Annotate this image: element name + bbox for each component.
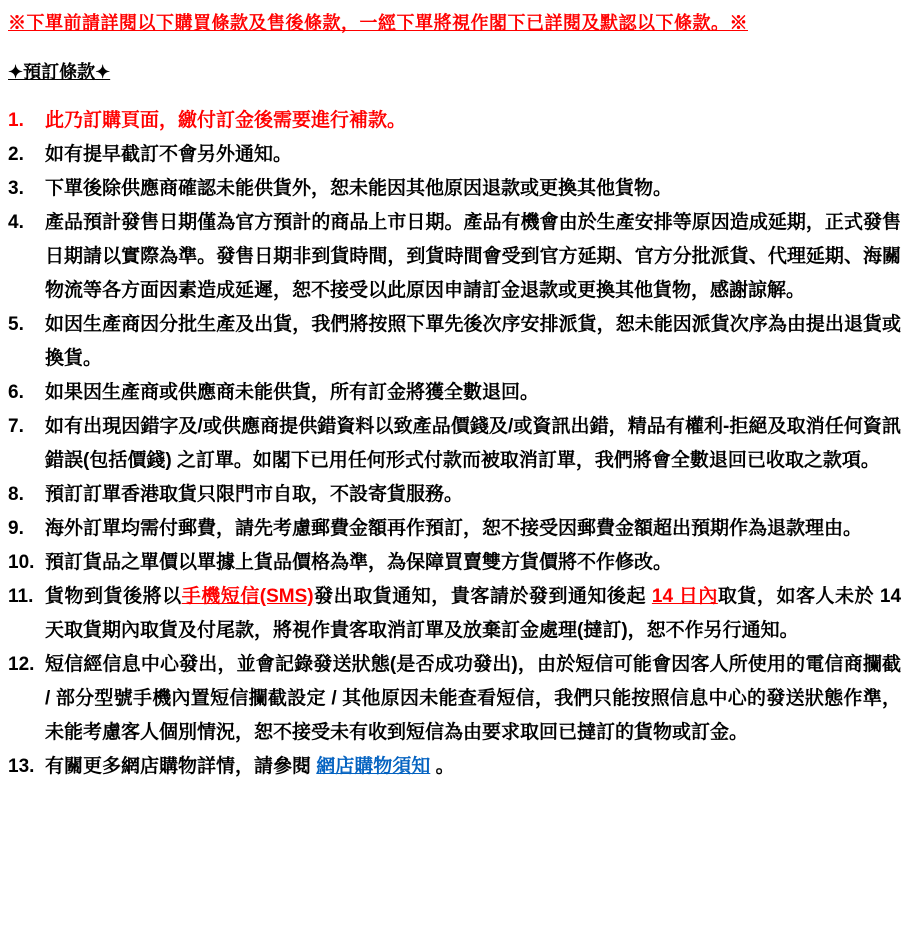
term-item-text [45,750,901,784]
term-item-text [45,410,901,478]
text-segment: 下單後除供應商確認未能供貨外，恕未能因其他原因退款或更換其他貨物。 [45,178,673,199]
term-item-11 [8,580,901,648]
term-item-number: 2. [8,144,24,165]
text-segment: 。 [430,756,455,777]
text-segment: 取貨，如客人未於 14 天取貨期內取貨及付尾款，將視作貴客取消訂單及放棄訂金處理(撻訂)，恕不作另行通知。 [45,586,902,641]
section-header: ✦預訂條款✦ [8,62,111,82]
term-item-number: 13. [8,756,35,777]
text-segment: 產品預計發售日期僅為官方預計的商品上市日期。產品有機會由於生產安排等原因造成延期，正式發售日期請以實際為準。發售日期非到貨時間，到貨時間會受到官方延期、官方分批派貨、代理延期、海關物流等各方面因素造成延遲，恕不接受以此原因申請訂金退款或更換其他貨物，感謝諒解。 [45,212,901,301]
term-item-number: 5. [8,314,24,335]
term-item-number: 6. [8,382,24,403]
term-item-6 [8,376,901,410]
term-item-text [45,104,901,138]
term-item-number: 1. [8,110,24,131]
term-item-text [45,206,901,308]
term-item-text [45,172,901,206]
terms-list [8,104,901,784]
text-segment: 如有出現因錯字及/或供應商提供錯資料以致產品價錢及/或資訊出錯，精品有權利-拒絕及取消任何資訊錯誤(包括價錢) 之訂單。如閣下已用任何形式付款而被取消訂單，我們將會全數退回已收取之款項。 [45,416,901,471]
term-item-4 [8,206,901,308]
pickup-deadline-highlight: 14 日內 [651,586,718,607]
text-segment: 海外訂單均需付郵費，請先考慮郵費金額再作預訂，恕不接受因郵費金額超出預期作為退款理由。 [45,518,863,539]
term-item-10 [8,546,901,580]
text-segment: 發出取貨通知，貴客請於發到通知後起 [313,586,652,607]
term-item-number: 9. [8,518,24,539]
term-item-9 [8,512,901,546]
term-item-text [45,512,901,546]
text-segment: 貨物到貨後將以 [45,586,182,607]
text-segment: 此乃訂購頁面，繳付訂金後需要進行補款。 [45,110,407,131]
text-segment: 如因生產商因分批生產及出貨，我們將按照下單先後次序安排派貨，恕未能因派貨次序為由提出退貨或換貨。 [45,314,901,369]
document-title: ※下單前請詳閱以下購買條款及售後條款，一經下單將視作閣下已詳閱及默認以下條款。※ [8,13,748,33]
sms-notice-highlight: 手機短信(SMS) [181,586,314,607]
text-segment: 如有提早截訂不會另外通知。 [45,144,293,165]
term-item-7 [8,410,901,478]
term-item-2 [8,138,901,172]
term-item-13 [8,750,901,784]
term-item-number: 11. [8,586,34,607]
term-item-number: 10. [8,552,35,573]
text-segment: 預訂貨品之單價以單據上貨品價格為準，為保障買賣雙方貨價將不作修改。 [45,552,673,573]
term-item-1 [8,104,901,138]
text-segment: 有關更多網店購物詳情，請參閱 [45,756,317,777]
term-item-3 [8,172,901,206]
term-item-text [45,376,901,410]
term-item-8 [8,478,901,512]
term-item-number: 8. [8,484,24,505]
term-item-text [45,308,901,376]
term-item-text [45,546,901,580]
text-segment: 短信經信息中心發出，並會記錄發送狀態(是否成功發出)，由於短信可能會因客人所使用的電信商攔截 / 部分型號手機內置短信攔截設定 / 其他原因未能查看短信，我們只能按照信息中心的發送狀態作準，未能考慮客人個別情況，恕不接受未有收到短信為由要求取回已撻訂的貨物或訂金。 [45,654,901,743]
term-item-number: 4. [8,212,24,233]
term-item-text [45,478,901,512]
term-item-number: 3. [8,178,24,199]
term-item-text [45,648,901,750]
text-segment: 預訂訂單香港取貨只限門市自取，不設寄貨服務。 [45,484,464,505]
text-segment: 如果因生產商或供應商未能供貨，所有訂金將獲全數退回。 [45,382,540,403]
term-item-number: 12. [8,654,35,675]
term-item-5 [8,308,901,376]
term-item-text [45,138,901,172]
shop-guide-link[interactable]: 網店購物須知 [316,756,431,777]
term-item-text [45,580,901,648]
term-item-number: 7. [8,416,24,437]
section-header-row [8,60,901,84]
term-item-12 [8,648,901,750]
